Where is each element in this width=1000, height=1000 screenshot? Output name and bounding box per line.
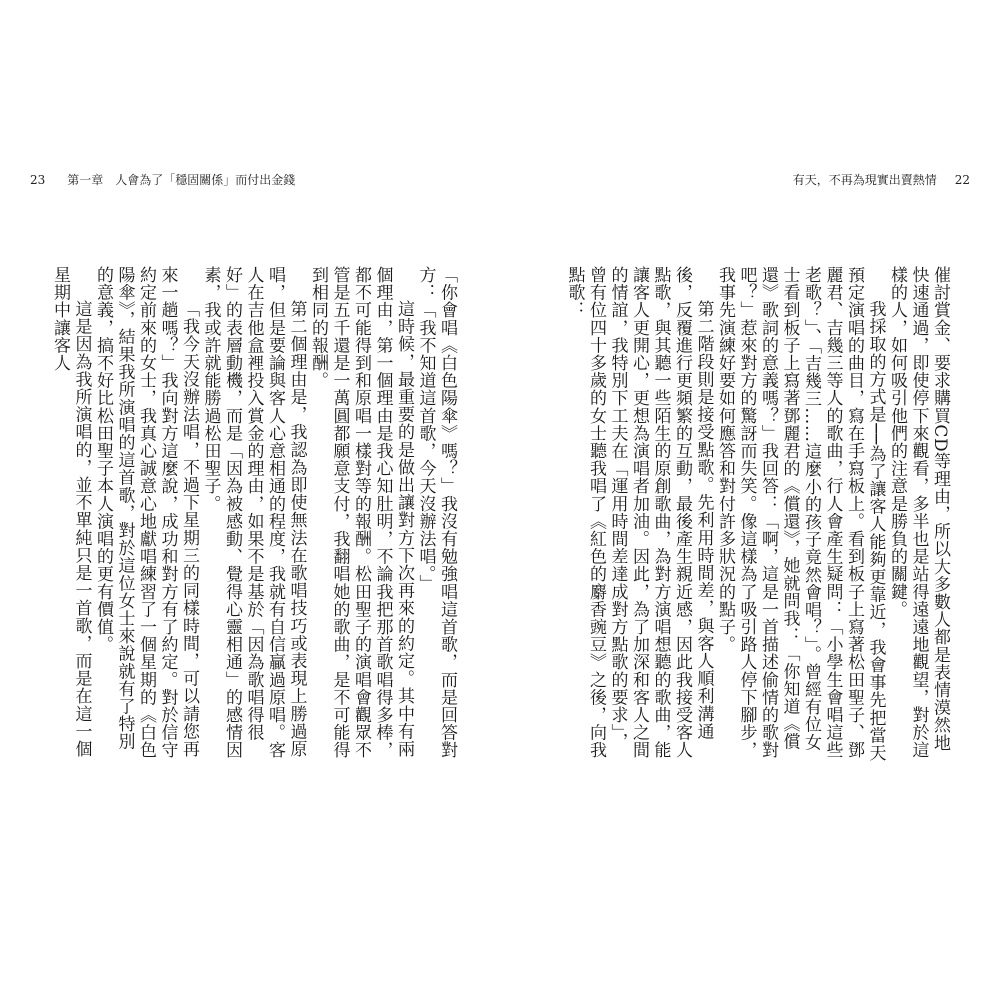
paragraph: 「我今天沒辦法唱，不過下星期三的同樣時間，可以請您再來一趟嗎？」我向對方這麼說，成功和對方有了約定。對於信守約定前來的女士，我真心誠意心地獻唱練習了一個星期的《白色陽傘》，結果我所演唱的這首歌，對於這位女士來說就有了特別的意義，搞不好比松田聖子本人演唱的更有價值。 bbox=[93, 266, 199, 759]
right-page-text bbox=[564, 266, 950, 766]
book-title: 有天，不再為現實出賣熱情 bbox=[792, 173, 937, 187]
chapter-title: 第一章 人會為了「穩固關係」而付出金錢 bbox=[67, 173, 296, 187]
paragraph: 催討賞金、要求購買CD等理由，所以大多數人都是表情漠然地快速通過，即使停下來觀看，多半也是站得遠遠地觀望，對於這樣的人，如何吸引他們的注意是勝負的關鍵。 bbox=[887, 266, 950, 759]
paragraph: 這時候，最重要的是做出讓對方下次再來的約定。其中有兩個理由，第一個理由是我心知肚明，不論我把那首歌唱得多棒，都不可能得到和原唱一樣對等的報酬。松田聖子的演唱會觀眾不管是五千還是一萬圓都願意支付，我翻唱她的歌曲，是不可能得到相同的報酬。 bbox=[308, 266, 414, 759]
paragraph: 我採取的方式是──為了讓客人能夠更靠近，我會事先把當天預定演唱的曲目，寫在手寫板上。看到板子上寫著松田聖子、鄧麗君、吉幾三等人的歌曲，行人會產生疑問：「小學生會唱這些老歌？」、「吉幾三……這麼小的孩子竟然會唱？」。曾經有位女士看到板子上寫著鄧麗君的《償還》，她就問我：「你知道《償還》歌詞的意義嗎？」我回答：「啊，這是一首描述偷情的歌對吧？」惹來對方的驚訝而失笑。像這樣為了吸引路人停下腳步，我事先演練好要如何應答和對付許多狀況的點子。 bbox=[715, 266, 886, 762]
running-header-left bbox=[30, 172, 295, 188]
page-number-left: 23 bbox=[30, 173, 46, 187]
paragraph: 第二個理由是，我認為即使無法在歌唱技巧或表現上勝過原唱，但是要論與客人心意相通的程度，我就有自信贏過原唱。客人在吉他盒裡投入賞金的理由，如果不是基於「因為歌唱得很好」的表層動機，而是「因為被感動、覺得心靈相通」的感情因素，我或許就能勝過松田聖子。 bbox=[200, 266, 307, 759]
left-page-text bbox=[52, 266, 457, 766]
paragraph: 這是因為我所演唱的，並不單純只是一首歌，而是在這一個星期中讓客人 bbox=[50, 266, 92, 758]
paragraph: 「你會唱《白色陽傘》嗎？」我沒有勉強唱這首歌，而是回答對方：「我不知道這首歌，今天沒辦法唱。」 bbox=[415, 266, 457, 759]
running-header-right bbox=[793, 172, 970, 188]
page-number-right: 22 bbox=[954, 173, 970, 187]
paragraph: 第二階段則是接受點歌。先利用時間差，與客人順利溝通後，反覆進行更頻繁的互動，最後產生親近感，因此我接受客人點歌，與其聽一些陌生的原創歌曲，為對方演唱想聽的歌曲，能讓客人更開心，更想為演唱者加油。因此，為了加深和客人之間的情誼，我特別下工夫在「運用時間差達成對方點歌的要求」，曾有位四十多歲的女士聽我唱了《紅色的麝香豌豆》之後，向我點歌： bbox=[564, 266, 714, 759]
